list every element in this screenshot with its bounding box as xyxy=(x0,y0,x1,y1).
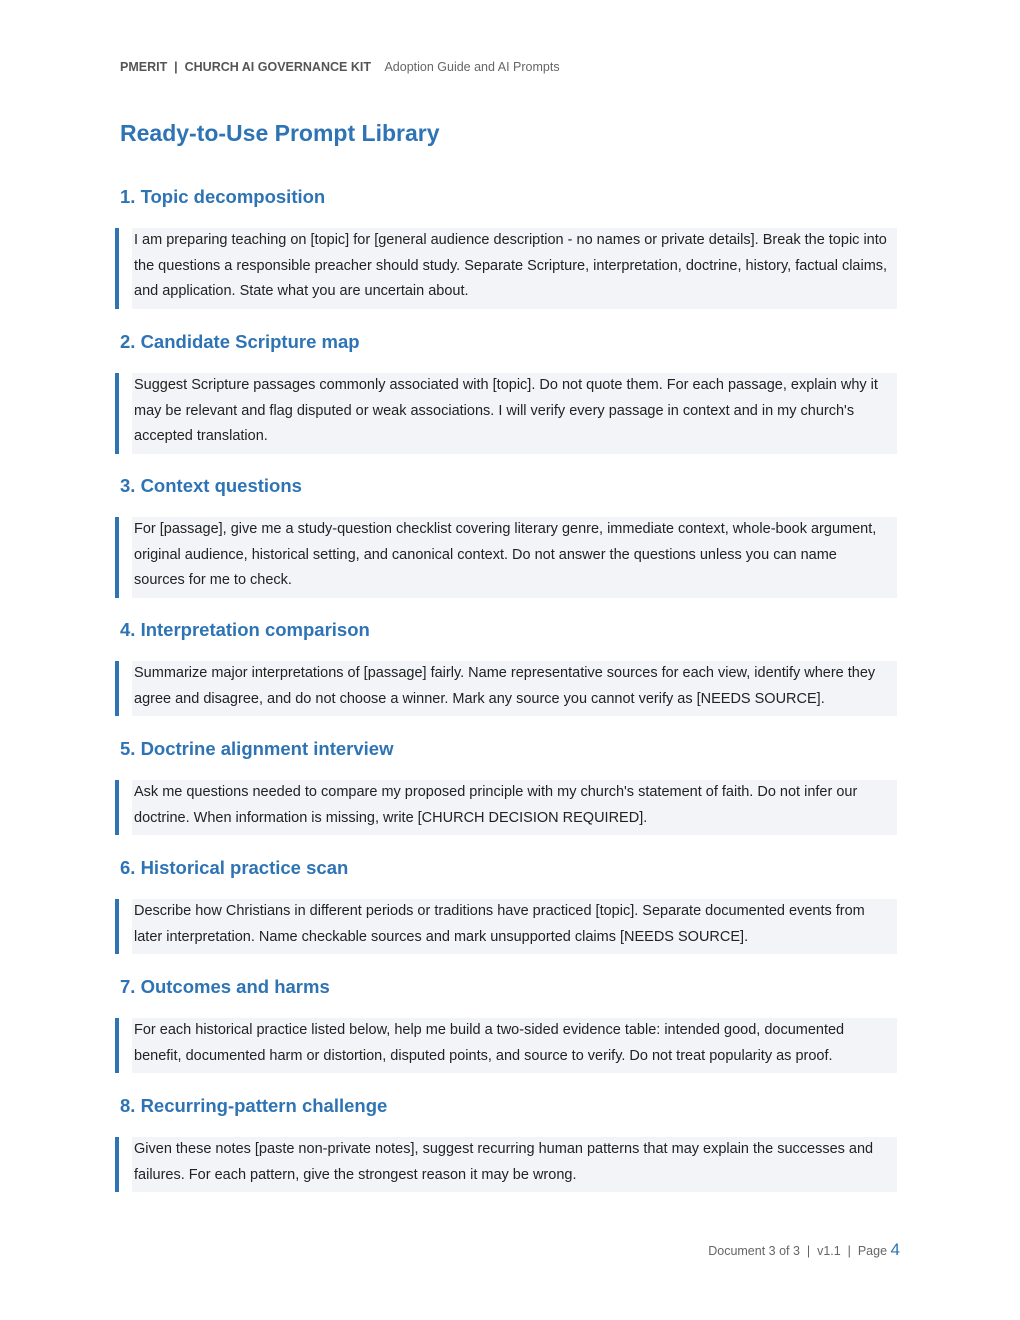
prompt-text: Given these notes [paste non-private notes], suggest recurring human patterns that may explain the successes and failures. For each pattern, give the strongest reason it may be wrong. xyxy=(132,1137,897,1192)
page-footer xyxy=(708,1240,900,1260)
prompt-text: Describe how Christians in different periods or traditions have practiced [topic]. Separate documented events from later interpretation. Name checkable sources and mark unsupported claims [NEEDS SOURCE]. xyxy=(132,899,897,954)
prompt-section xyxy=(120,975,897,1073)
section-heading: 3. Context questions xyxy=(120,475,302,496)
page-header xyxy=(120,60,560,74)
section-heading: 1. Topic decomposition xyxy=(120,186,326,207)
prompt-section xyxy=(120,330,897,454)
prompt-section xyxy=(120,737,897,835)
prompt-text: I am preparing teaching on [topic] for [general audience description - no names or private details]. Break the topic into the questions a responsible preacher should study. Separate Scripture, interpretation, doctrine, history, factual claims, and application. State what you are uncertain about. xyxy=(132,228,897,309)
header-subtitle: Adoption Guide and AI Prompts xyxy=(384,60,560,74)
section-heading: 5. Doctrine alignment interview xyxy=(120,738,394,759)
prompt-section xyxy=(120,1094,897,1192)
prompt-text: Suggest Scripture passages commonly associated with [topic]. Do not quote them. For each passage, explain why it may be relevant and flag disputed or weak associations. I will verify every passage in context and in my church's accepted translation. xyxy=(132,373,897,454)
prompt-section xyxy=(120,474,897,598)
section-heading: 7. Outcomes and harms xyxy=(120,976,330,997)
footer-text: Document 3 of 3 | v1.1 | Page xyxy=(708,1244,888,1258)
prompt-text: Ask me questions needed to compare my proposed principle with my church's statement of faith. Do not infer our doctrine. When information is missing, write [CHURCH DECISION REQUIRED]. xyxy=(132,780,897,835)
page-title: Ready-to-Use Prompt Library xyxy=(120,120,440,146)
prompt-section xyxy=(120,185,897,309)
prompt-text: For each historical practice listed below, help me build a two-sided evidence table: intended good, documented benefit, documented harm or distortion, disputed points, and source to verify. Do not treat popularity as proof. xyxy=(132,1018,897,1073)
page-number: 4 xyxy=(890,1240,900,1259)
prompt-section xyxy=(120,856,897,954)
section-heading: 2. Candidate Scripture map xyxy=(120,331,360,352)
header-brand: PMERIT | CHURCH AI GOVERNANCE KIT xyxy=(120,60,371,74)
section-heading: 8. Recurring-pattern challenge xyxy=(120,1095,388,1116)
prompt-text: For [passage], give me a study-question checklist covering literary genre, immediate context, whole-book argument, original audience, historical setting, and canonical context. Do not answer the questions unless you can name sources for me to check. xyxy=(132,517,897,598)
section-heading: 4. Interpretation comparison xyxy=(120,619,370,640)
prompt-text: Summarize major interpretations of [passage] fairly. Name representative sources for each view, identify where they agree and disagree, and do not choose a winner. Mark any source you cannot verify as [NEEDS SOURCE]. xyxy=(132,661,897,716)
section-heading: 6. Historical practice scan xyxy=(120,857,349,878)
prompt-section xyxy=(120,618,897,716)
